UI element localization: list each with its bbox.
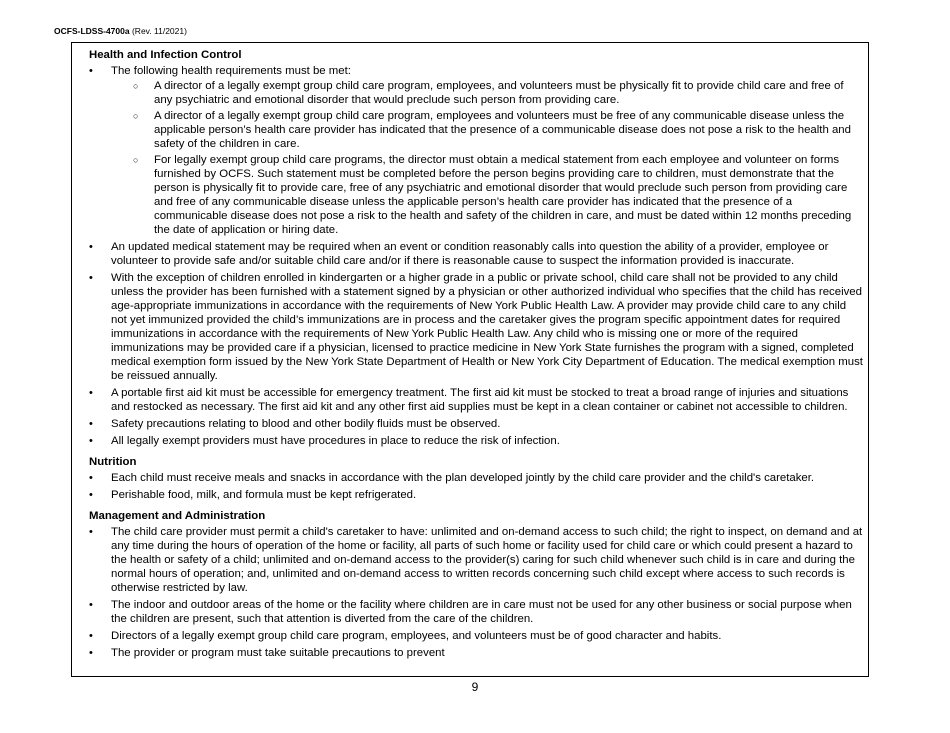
list-item: • An updated medical statement may be required when an event or condition reasonably calls into question the ability of a provider, employee or volunteer to provide safe and/or suitable child care and/or if there is reasonable cause to suspect the information provided is inaccurate. <box>89 240 863 268</box>
list-item: • The child care provider must permit a child's caretaker to have: unlimited and on-demand access to such child; the right to inspect, on demand and at any time during the hours of operation of the home or facility, all parts of such home or facility used for child care or which could present a hazard to the health or safety of a child; unlimited and on-demand access to the provider(s) caring for such child whenever such child is in care and during the normal hours of operation; and, unlimited and on-demand access to written records concerning such child except where access to such records is otherwise restricted by law. <box>89 525 863 595</box>
list-item: • With the exception of children enrolled in kindergarten or a higher grade in a public or private school, child care shall not be provided to any child unless the provider has been furnished with a statement signed by a physician or other authorized individual who specifies that the child has received age-appropriate immunizations in accordance with the requirements of New York Public Health Law. A provider may provide child care to any child not yet immunized provided the child’s immunizations are in process and the caretaker gives the program specific appointment dates for required immunizations in accordance with the requirements of New York Public Health Law. Any child who is missing one or more of the required immunizations may be provided care if a physician, licensed to practice medicine in New York State furnishes the program with a signed, completed medical exemption form issued by the New York State Department of Health or New York City Department of Education. The medical exemption must be reissued annually. <box>89 271 863 383</box>
list-item: • Safety precautions relating to blood and other bodily fluids must be observed. <box>89 417 863 431</box>
list-item: • Each child must receive meals and snacks in accordance with the plan developed jointly by the child care provider and the child's caretaker. <box>89 471 863 485</box>
health-sublist <box>111 79 863 237</box>
health-heading: Health and Infection Control <box>89 49 242 61</box>
list-item: • Directors of a legally exempt group child care program, employees, and volunteers must be of good character and habits. <box>89 629 863 643</box>
list-item: • Perishable food, milk, and formula must be kept refrigerated. <box>89 488 863 502</box>
list-item: • The provider or program must take suitable precautions to prevent <box>89 646 863 660</box>
management-heading: Management and Administration <box>89 510 266 522</box>
document-frame <box>71 42 869 677</box>
sublist-item: ○ A director of a legally exempt group child care program, employees and volunteers must be free of any communicable disease unless the applicable person’s health care provider has indicated that the presence of a communicable disease does not pose a risk to the health and safety of the children in care. <box>111 109 863 151</box>
form-code: OCFS-LDSS-4700a <box>54 26 130 36</box>
form-identifier <box>54 26 187 36</box>
sublist-item: ○ A director of a legally exempt group child care program, employees, and volunteers must be physically fit to provide child care and free of any psychiatric and emotional disorder that would preclude such person from providing care. <box>111 79 863 107</box>
form-revision: (Rev. 11/2021) <box>131 26 187 36</box>
health-intro: The following health requirements must be met: <box>111 65 351 77</box>
nutrition-heading: Nutrition <box>89 456 137 468</box>
page-content <box>89 48 863 663</box>
page-number: 9 <box>471 680 479 694</box>
health-list <box>89 64 863 448</box>
sublist-item: ○ For legally exempt group child care programs, the director must obtain a medical statement from each employee and volunteer on forms furnished by OCFS. Such statement must be completed before the person begins providing care to children, must demonstrate that the person is physically fit to provide care, free of any psychiatric and emotional disorder that would preclude such person from providing care and free of any communicable disease unless the applicable person’s health care provider has indicated that the presence of a communicable disease does not pose a risk to the health and safety of the children in care, and must be dated within 12 months preceding the date of application or hiring date. <box>111 153 863 237</box>
management-list <box>89 525 863 660</box>
list-item: • A portable first aid kit must be accessible for emergency treatment. The first aid kit must be stocked to treat a broad range of injuries and situations and restocked as necessary. The first aid kit and any other first aid supplies must be kept in a clean container or cabinet not accessible to children. <box>89 386 863 414</box>
list-item: • All legally exempt providers must have procedures in place to reduce the risk of infection. <box>89 434 863 448</box>
list-item: • The indoor and outdoor areas of the home or the facility where children are in care must not be used for any other business or social purpose when the children are present, such that attention is diverted from the care of the children. <box>89 598 863 626</box>
nutrition-list <box>89 471 863 502</box>
list-item <box>89 64 863 237</box>
